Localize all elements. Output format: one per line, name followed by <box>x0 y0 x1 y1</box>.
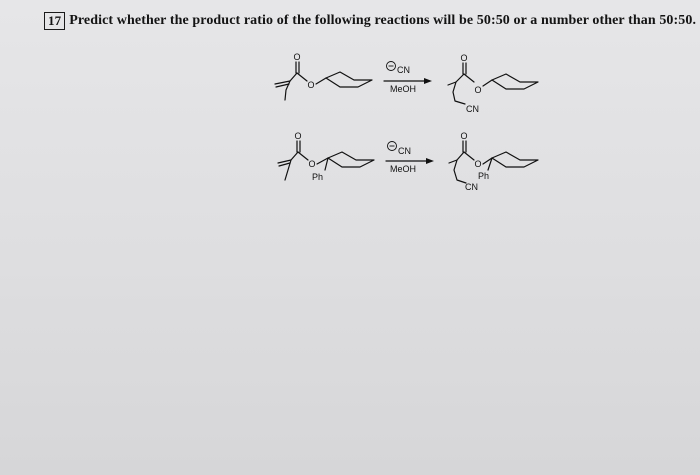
ester-oxygen-p2: O <box>474 159 482 169</box>
reagent-1 <box>387 62 417 95</box>
reactant-1-structure <box>275 62 372 100</box>
question-number: 17 <box>44 12 65 30</box>
question-text: Predict whether the product ratio of the following reactions will be 50:50 or a number other than 50:50. <box>69 13 697 28</box>
carbonyl-oxygen-p1: O <box>460 53 468 63</box>
phenyl-label-p2: Ph <box>478 171 490 181</box>
ester-oxygen-p1: O <box>474 85 482 95</box>
reagent-1-bottom: MeOH <box>390 84 417 94</box>
carbonyl-oxygen-r2: O <box>294 131 302 141</box>
product-1-structure <box>448 63 538 104</box>
ester-oxygen-r2: O <box>308 159 316 169</box>
product-2-structure <box>449 141 538 183</box>
reactant-2-structure <box>278 141 374 180</box>
phenyl-label-r2: Ph <box>312 172 324 182</box>
reagent-2 <box>388 142 417 175</box>
reagent-2-bottom: MeOH <box>390 164 417 174</box>
carbonyl-oxygen-p2: O <box>460 131 468 141</box>
carbonyl-oxygen-r1: O <box>293 52 301 62</box>
ester-oxygen-r1: O <box>307 80 315 90</box>
product-2-cn: CN <box>465 182 478 192</box>
product-1-cn: CN <box>466 104 479 114</box>
reagent-1-top: CN <box>397 65 410 75</box>
reagent-2-top: CN <box>398 146 411 156</box>
